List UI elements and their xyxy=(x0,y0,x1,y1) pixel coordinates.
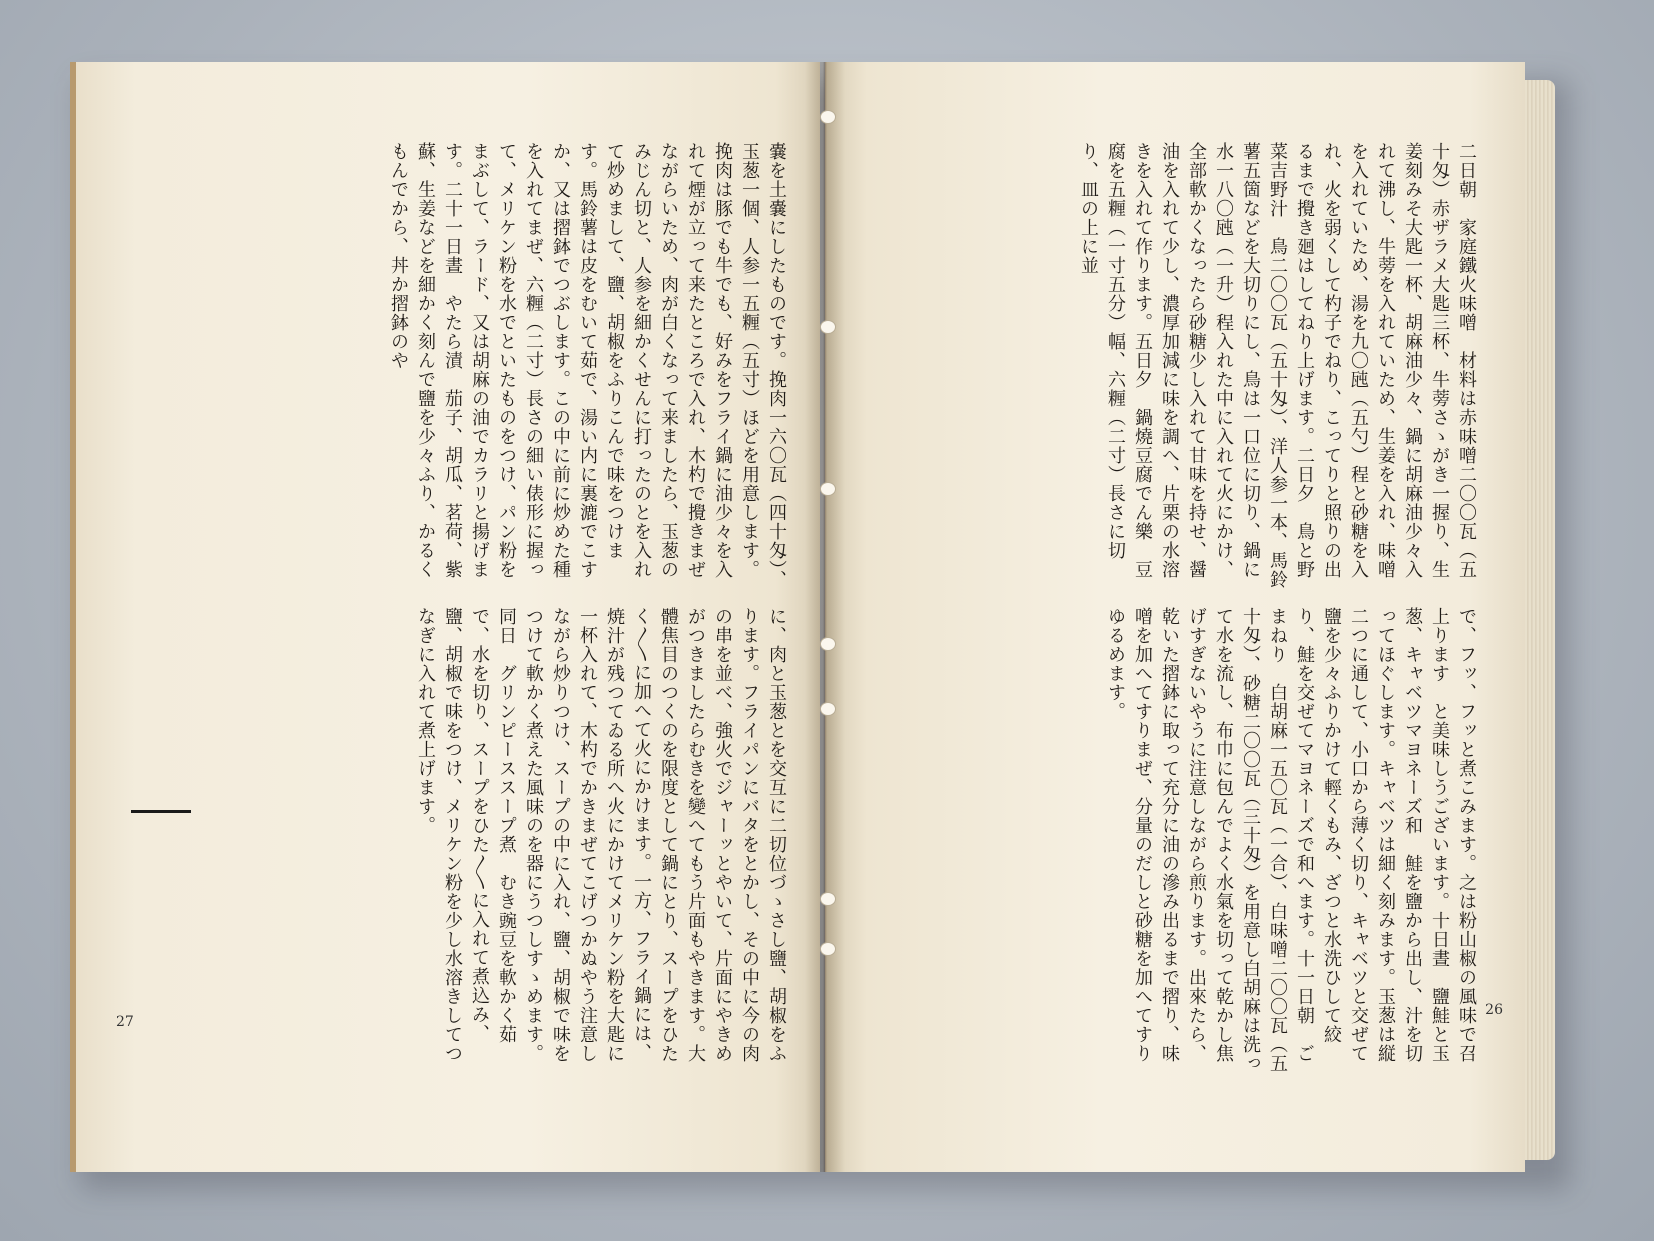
open-book xyxy=(70,62,1570,1182)
right-page-number: 26 xyxy=(1485,1002,1503,1018)
margin-mark xyxy=(131,810,191,813)
binding-stitch xyxy=(820,702,836,716)
left-lower-text: に、肉と玉葱とを交互に二切位づゝさし鹽、胡椒をふります。フライパンにバタをとかし、その中に今の肉の串を並べ、強火でジャーッとやいて、片面にやきめがつきましたらむきを變へてもう片面もやきます。大體焦目のつくのを限度として鍋にとり、スープをひたく〳〵に加へて火にかけます。一方、フライ鍋には、焼汁が残つてゐる所へ火にかけてメリケン粉を大匙に一杯入れて、木杓でかきまぜてこげつかぬやう注意しながら炒りつけ、スープの中に入れ、鹽、胡椒で味をつけて軟かく煮えた風味のを器にうつしすゝめます。同日 グリンピーススープ煮 むき豌豆を軟かく茹で、水を切り、スープをひた〳〵に入れて煮込み、鹽、胡椒で味をつけ、メリケン粉を少し水溶きしてつなぎに入れて煮上げます。 xyxy=(415,607,787,1063)
left-page xyxy=(70,62,820,1172)
right-lower-text: で、フッ、フッと煮こみます。之は粉山椒の風味で召上ります と美味しうございます。十日晝 鹽鮭と玉葱、キャベツマヨネーズ和 鮭を鹽から出し、汁を切ってほぐします。キャベツは細く刻みます。玉葱は縦二つに通して、小口から薄く切り、キャベツと交ぜて鹽を少々ふりかけて輕くもみ、ざつと水洗ひして絞り、鮭を交ぜてマヨネーズで和へます。十一日朝 ごまねり 白胡麻一五〇瓦（一合）、白味噌二〇〇瓦（五十匁）、砂糖二〇〇瓦（三十匁）を用意し白胡麻は洗って水を流し、布巾に包んでよく水氣を切って乾かし焦げすぎないやうに注意しながら煎ります。出來たら、乾いた摺鉢に取って充分に油の滲み出るまで摺り、味噌を加へてすりまぜ、分量のだしと砂糖を加へてすりゆるめます。 xyxy=(1105,607,1477,1073)
binding-stitch xyxy=(820,892,836,906)
binding-stitch xyxy=(820,320,836,334)
page-edges xyxy=(1525,80,1555,1160)
left-upper-text: 嚢を土嚢にしたものです。挽肉一六〇瓦（四十匁）、玉葱一個、人参一五糎（五寸）ほどを用意します。挽肉は豚でも牛でも、好みをフライ鍋に油少々を入れて煙が立って来たところで入れ、木杓で攪きまぜながらいため、肉が白くなって来ましたら、玉葱のみじん切と、人参を細かくせんに打ったのとを入れて炒めまして、鹽、胡椒をふりこんで味をつけます。馬鈴薯は皮をむいて茹で、湯い内に裏漉でこすか、又は摺鉢でつぶします。この中に前に炒めた種を入れてまぜ、六糎（二寸）長さの細い俵形に握って、メリケン粉を水でといたものをつけ、パン粉をまぶして、ラード、又は胡麻の油でカラリと揚げます。二十一日晝 やたら漬 茄子、胡瓜、茗荷、紫蘇、生姜などを細かく刻んで鹽を少々ふり、かるくもんでから、丼か摺鉢のや xyxy=(388,142,787,589)
binding-stitch xyxy=(820,482,836,496)
binding-stitch xyxy=(820,637,836,651)
right-page xyxy=(825,62,1525,1172)
left-page-number: 27 xyxy=(116,1014,134,1030)
right-upper-text: 二日朝 家庭鐵火味噌 材料は赤味噌二〇〇瓦（五十匁）赤ザラメ大匙三杯、牛蒡さゝがき一握り、生姜刻みそ大匙一杯、胡麻油少々、鍋に胡麻油少々入れて沸し、牛蒡を入れていため、生姜を入れ、味噌を入れていため、湯を九〇瓲（五勺）程と砂糖を入れ、火を弱くして杓子でねり、こってりと照りの出るまで攪き廻はしてねり上げます。二日夕 鳥と野菜吉野汁 鳥二〇〇瓦（五十匁）、洋人参一本、馬鈴薯五箇などを大切りにし、鳥は一口位に切り、鍋に水一八〇瓲（一升）程入れた中に入れて火にかけ、全部軟かくなったら砂糖少し入れて甘味を持せ、醤油を入れて少し、濃厚加減に味を調へ、片栗の水溶きを入れて作ります。五日夕 鍋燒豆腐でん樂 豆腐を五糎（一寸五分）幅、六糎（二寸）長さに切り、皿の上に並 xyxy=(1078,142,1477,589)
binding-stitch xyxy=(820,110,836,124)
book-gutter xyxy=(805,62,845,1172)
binding-stitch xyxy=(820,942,836,956)
